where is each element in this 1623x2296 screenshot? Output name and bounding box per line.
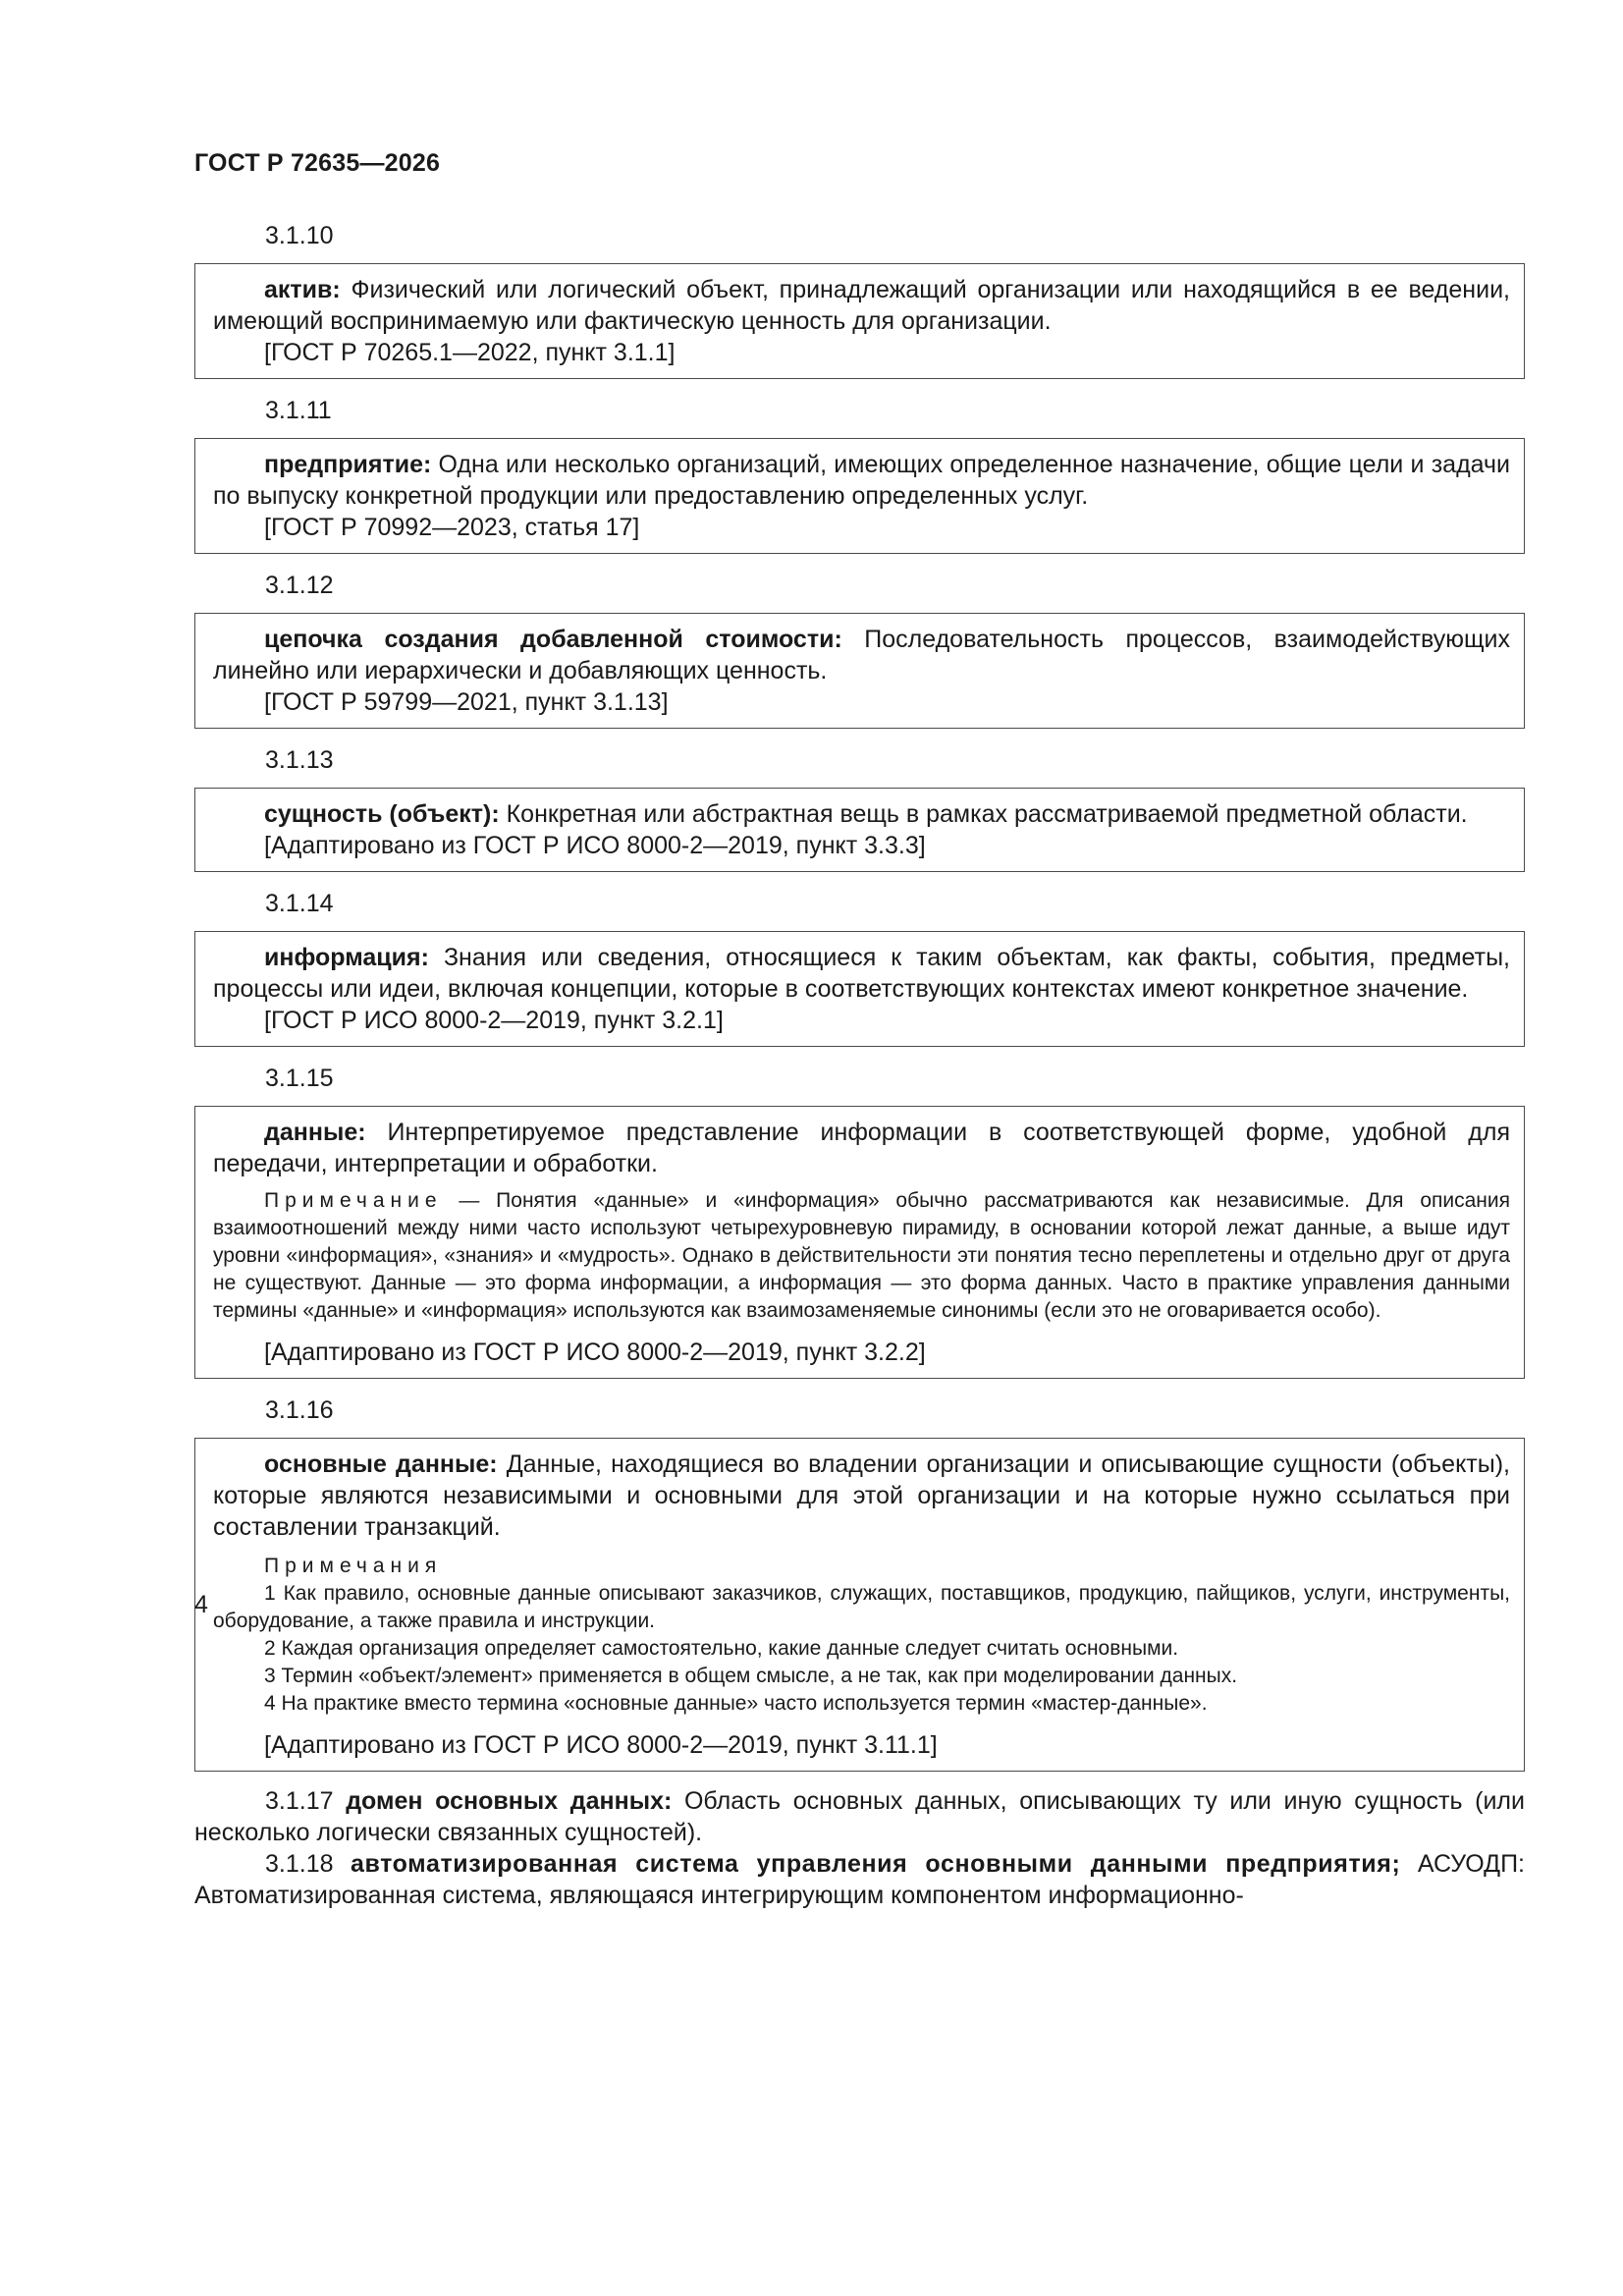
definition-text: Конкретная или абстрактная вещь в рамках рассматриваемой предметной области. [499,800,1468,828]
note-text: — Понятия «данные» и «информация» обычно рассматриваются как независимые. Для описания взаимоотношений между ними часто используют четырехуровневую пирамиду, в основании которой лежат данные, а выше идут уровни «информация», «знания» и «мудрость». Однако в действительности эти понятия тесно переплетены и отдельно друг от друга не существуют. Данные — это форма информации, а информация — это форма данных. Часто в практике управления данными термины «данные» и «информация» используются как взаимозаменяемые синонимы (если это не оговаривается особо). [213,1189,1510,1322]
definition [213,274,1510,337]
term-number: 3.1.16 [265,1396,334,1424]
term-name: предприятие: [264,451,432,478]
term-name: данные: [264,1119,366,1146]
definition-text: Интерпретируемое представление информации в соответствующей форме, удобной для передачи, интерпретации и обработки. [213,1119,1510,1177]
source-reference: [ГОСТ Р 70265.1—2022, пункт 3.1.1] [264,339,676,366]
note [213,1187,1510,1325]
term-name: информация: [264,944,429,971]
term-definition-box [194,438,1525,554]
term-definition-box [194,613,1525,729]
definition [213,449,1510,512]
term-definition-box [194,263,1525,379]
note-item: 2 Каждая организация определяет самостоятельно, какие данные следует считать основными. [264,1637,1179,1660]
definition [213,624,1510,686]
page-number: 4 [194,1591,208,1618]
term-number: 3.1.10 [265,222,334,249]
note-label: Примечание [264,1189,443,1212]
source-reference: [ГОСТ Р ИСО 8000-2—2019, пункт 3.2.1] [264,1007,724,1034]
definition-text: Область основных данных, описывающих ту или иную сущность (или несколько логически связанных сущностей). [194,1787,1525,1846]
document-header: ГОСТ Р 72635—2026 [194,149,441,177]
page-content [194,218,1525,1911]
term-definition-box [194,1106,1525,1379]
source-reference: [ГОСТ Р 59799—2021, пункт 3.1.13] [264,688,669,716]
source-reference: [ГОСТ Р 70992—2023, статья 17] [264,514,640,541]
term-definition-box [194,1438,1525,1772]
definition-text: АСУОДП: Автоматизированная система, являющаяся интегрирующим компонентом информационно- [194,1850,1525,1909]
notes-block [213,1553,1510,1718]
definition [213,942,1510,1005]
term-name: цепочка создания добавленной стоимости: [264,626,842,653]
definition-text: Физический или логический объект, принадлежащий организации или находящийся в ее ведении, имеющий воспринимаемую или фактическую ценность для организации. [213,276,1510,335]
notes-label: Примечания [264,1555,443,1577]
definition [213,1117,1510,1179]
definition [213,1449,1510,1543]
term-name: основные данные: [264,1450,498,1478]
term-number: 3.1.14 [265,890,334,917]
note-item: 4 На практике вместо термина «основные данные» часто используется термин «мастер-данные». [264,1692,1208,1715]
term-name: домен основных данных: [346,1787,673,1815]
source-reference: [Адаптировано из ГОСТ Р ИСО 8000-2—2019, пункт 3.11.1] [264,1731,938,1759]
definition-text: Данные, находящиеся во владении организации и описывающие сущности (объекты), которые являются независимыми и основными для этой организации и на которые нужно ссылаться при составлении транзакций. [213,1450,1510,1541]
term-number: 3.1.13 [265,746,334,774]
note-item: 1 Как правило, основные данные описывают заказчиков, служащих, поставщиков, продукцию, пайщиков, услуги, инструменты, оборудование, а также правила и инструкции. [213,1582,1510,1632]
definition-text: Последовательность процессов, взаимодействующих линейно или иерархически и добавляющих ценность. [213,626,1510,684]
source-reference: [Адаптировано из ГОСТ Р ИСО 8000-2—2019, пункт 3.3.3] [264,832,926,859]
definition [213,798,1510,830]
term-definition-box [194,788,1525,872]
term-number: 3.1.18 [265,1850,334,1878]
term-number: 3.1.15 [265,1065,334,1092]
term-number: 3.1.17 [265,1787,334,1815]
term-definition-box [194,931,1525,1047]
term-number: 3.1.12 [265,572,334,599]
plain-term-paragraph [194,1785,1525,1848]
definition-text: Одна или несколько организаций, имеющих определенное назначение, общие цели и задачи по выпуску конкретной продукции или предоставлению определенных услуг. [213,451,1510,510]
source-reference: [Адаптировано из ГОСТ Р ИСО 8000-2—2019, пункт 3.2.2] [264,1339,926,1366]
plain-term-paragraph [194,1848,1525,1911]
term-name: автоматизированная система управления основными данными предприятия; [350,1850,1401,1878]
note-item: 3 Термин «объект/элемент» применяется в общем смысле, а не так, как при моделировании данных. [264,1665,1238,1687]
definition-text: Знания или сведения, относящиеся к таким объектам, как факты, события, предметы, процессы или идеи, включая концепции, которые в соответствующих контекстах имеют конкретное значение. [213,944,1510,1003]
term-number: 3.1.11 [265,397,332,424]
term-name: актив: [264,276,341,303]
term-name: сущность (объект): [264,800,500,828]
